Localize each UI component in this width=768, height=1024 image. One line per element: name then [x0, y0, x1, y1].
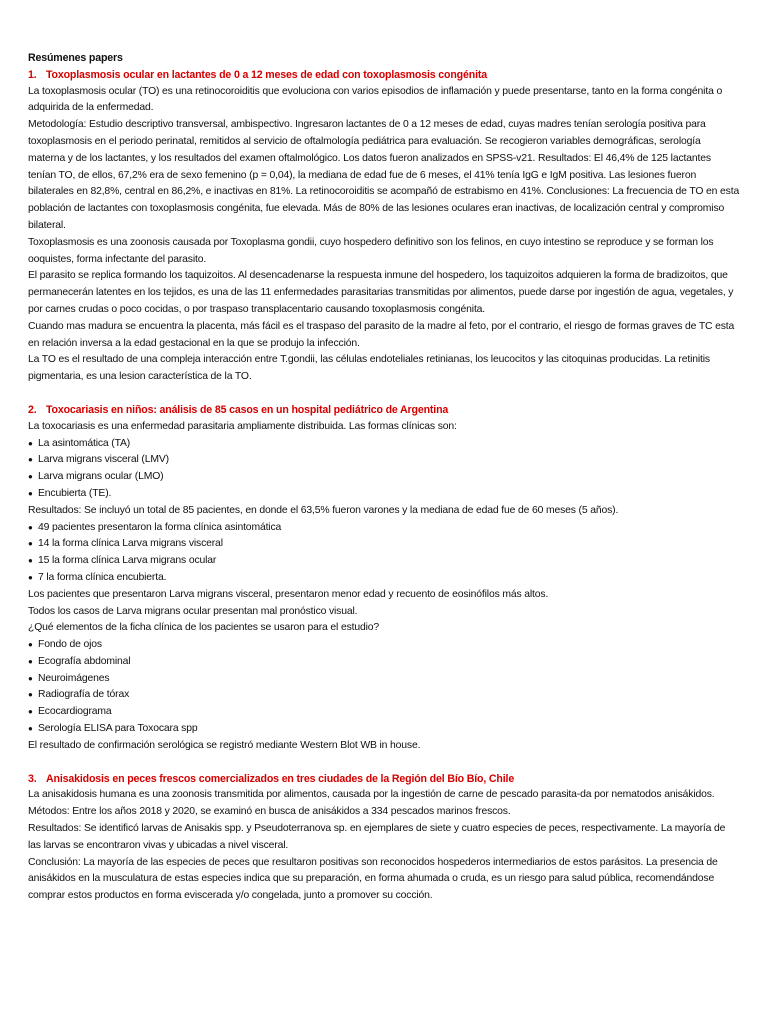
paragraph: El resultado de confirmación serológica se registró mediante Western Blot WB in house.	[28, 739, 421, 751]
paragraph: La TO es el resultado de una compleja interacción entre T.gondii, las células endoteliales retinianas, los leucocitos y las citoquinas producidas. La retinitis pigmentaria, es una lesion característica de la TO.	[28, 354, 710, 383]
list-item: ● Ecocardiograma	[28, 704, 740, 721]
list-item: ● Fondo de ojos	[28, 637, 740, 654]
section-heading	[28, 771, 740, 788]
section-heading-text: Anisakidosis en peces frescos comercializados en tres ciudades de la Región del Bío Bío, Chile	[46, 772, 515, 785]
paragraph: La toxocariasis es una enfermedad parasitaria ampliamente distribuida. Las formas clínicas son:	[28, 420, 457, 432]
paragraph: El parasito se replica formando los taquizoitos. Al desencadenarse la respuesta inmune del hospedero, los taquizoitos adquieren la forma de bradizoitos, que permanecerán latentes en los tejidos, es una de las 11 enfermedades parasitarias transmitidas por alimentos, puede darse por ingestión de agua, vegetales, y por carnes crudas o poco cocidas, o por traspaso transplacentario causando toxoplasmosis congénita.	[28, 270, 734, 315]
paragraph: La toxoplasmosis ocular (TO) es una retinocoroiditis que evoluciona con varios episodios de inflamación y puede presentarse, tanto en la forma congénita o adquirida de la enfermedad.	[28, 85, 723, 114]
section-heading	[28, 402, 740, 419]
paragraph: Metodología: Estudio descriptivo transversal, ambispectivo. Ingresaron lactantes de 0 a 12 meses de edad, cuyas madres tenían serología positiva para toxoplasmosis en el periodo perinatal, remitidos al servicio de oftalmología pediátrica para evaluación. Se recogieron variables demográficas, serología materna y de los lactantes, y los resultados del examen oftalmológico. Los datos fueron analizados en SPSS-v21. Resultados: El 46,4% de 125 lactantes tenían TO, de ellos, 67,2% era de sexo femenino (p = 0,04), la mediana de edad fue de 6 meses, el 41% tenía IgG e IgM positiva. Las lesiones fueron bilaterales en 82,8%, central en 86,2%, e inactivas en 81%. La retinocoroiditis se acompañó de estrabismo en 41%. Conclusiones: La frecuencia de TO en esta población de lactantes con toxoplasmosis congénita, fue elevada. Más de 80% de las lesiones oculares eran inactivas, de localización central y compromiso bilateral.	[28, 119, 740, 231]
list-item: ● Larva migrans visceral (LMV)	[28, 452, 740, 469]
paragraph: Métodos: Entre los años 2018 y 2020, se examinó en busca de anisákidos a 334 pescados marinos frescos.	[28, 806, 511, 818]
list-item: ● Larva migrans ocular (LMO)	[28, 469, 740, 486]
paragraph: ¿Qué elementos de la ficha clínica de los pacientes se usaron para el estudio?	[28, 622, 380, 634]
section-heading-text: Toxocariasis en niños: análisis de 85 casos en un hospital pediátrico de Argentina	[46, 403, 449, 416]
section-heading-text: Toxoplasmosis ocular en lactantes de 0 a 12 meses de edad con toxoplasmosis congénita	[46, 68, 487, 81]
paragraph: Cuando mas madura se encuentra la placenta, más fácil es el traspaso del parasito de la madre al feto, por el contrario, el riesgo de formas graves de TC esta en relación inversa a la edad gestacional en la que se produjo la infección.	[28, 320, 735, 349]
paragraph: Conclusión: La mayoría de las especies de peces que resultaron positivas son reconocidos hospederos intermediarios de estos parásitos. La presencia de anisákidos en la musculatura de estas especies indica que su preparación, en forma ahumada o cruda, es un riesgo para salud pública, recomendándose comprar estos productos en forma eviscerada y/o congelada, junto a promover su cocción.	[28, 856, 718, 902]
list-item: ● Neuroimágenes	[28, 671, 740, 688]
list-item: ● 49 pacientes presentaron la forma clínica asintomática	[28, 520, 740, 537]
section-toxoplasmosis	[28, 67, 740, 386]
document-title: Resúmenes papers	[28, 52, 123, 64]
paragraph: Todos los casos de Larva migrans ocular presentan mal pronóstico visual.	[28, 605, 358, 617]
paragraph: Resultados: Se incluyó un total de 85 pacientes, en donde el 63,5% fueron varones y la mediana de edad fue de 60 meses (5 años).	[28, 504, 619, 516]
section-toxocariasis	[28, 402, 740, 755]
paragraph: Resultados: Se identificó larvas de Anisakis spp. y Pseudoterranova sp. en ejemplares de siete y cuatro especies de peces, respectivamente. La mayoría de las larvas se encontraron vivas y ubicadas a nivel visceral.	[28, 823, 726, 851]
section-heading	[28, 67, 740, 84]
paragraph: La anisakidosis humana es una zoonosis transmitida por alimentos, causada por la ingestión de carne de pescado parasita-da por nematodos anisákidos.	[28, 789, 715, 801]
list-item: ● La asintomática (TA)	[28, 436, 740, 453]
section-number: 2.	[28, 403, 37, 416]
list-item: ● 14 la forma clínica Larva migrans visceral	[28, 536, 740, 553]
list-item: ● Ecografía abdominal	[28, 654, 740, 671]
section-anisakidosis	[28, 771, 740, 905]
list-item: ● Encubierta (TE).	[28, 486, 740, 503]
section-number: 1.	[28, 68, 37, 81]
list-item: ● Radiografía de tórax	[28, 687, 740, 704]
list-item: ● 15 la forma clínica Larva migrans ocular	[28, 553, 740, 570]
list-item: ● Serología ELISA para Toxocara spp	[28, 721, 740, 738]
paragraph: Los pacientes que presentaron Larva migrans visceral, presentaron menor edad y recuento de eosinófilos más altos.	[28, 588, 549, 600]
section-number: 3.	[28, 772, 37, 785]
document-page	[28, 50, 740, 921]
list-item: ● 7 la forma clínica encubierta.	[28, 570, 740, 587]
paragraph: Toxoplasmosis es una zoonosis causada por Toxoplasma gondii, cuyo hospedero definitivo son los felinos, en cuyo intestino se reproduce y se forman los ooquistes, forma infectante del parasito.	[28, 236, 714, 265]
